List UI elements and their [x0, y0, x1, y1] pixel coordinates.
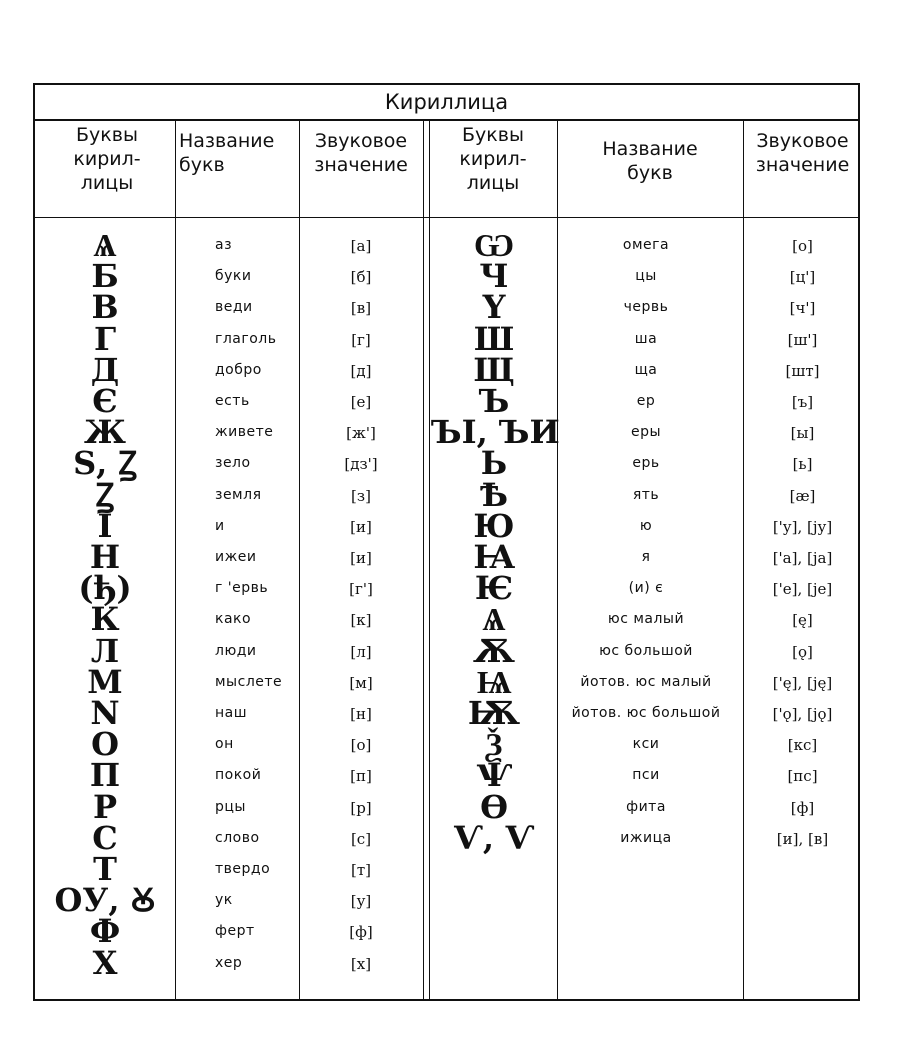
cyrillic-letter: Ѩ	[476, 662, 512, 701]
cyrillic-letter: ЪІ, ЪИ	[431, 413, 560, 452]
letter-name: он	[215, 736, 234, 753]
sound-value: ['е], [jе]	[772, 580, 833, 599]
letter-name: фита	[626, 798, 666, 815]
letter-name: глаголь	[215, 330, 277, 347]
cyrillic-letter: Ф	[89, 912, 121, 951]
sound-value: [ф]	[349, 923, 373, 942]
cyrillic-letter: Х	[92, 943, 118, 982]
sound-value: [ь]	[792, 455, 813, 474]
letter-name: пси	[632, 767, 660, 784]
header-sound-right: Звуковое значение	[755, 130, 850, 176]
cyrillic-letter: Ч	[479, 257, 509, 296]
cyrillic-letter: Ѳ	[480, 787, 508, 826]
header-sound-left: Звуковое значение	[314, 130, 408, 176]
divider	[429, 119, 430, 999]
sound-value: [б]	[350, 268, 372, 287]
sound-value: [о]	[792, 237, 813, 255]
letter-name: г 'ервь	[215, 580, 269, 597]
sound-value: [к]	[350, 611, 372, 630]
sound-value: [х]	[350, 954, 372, 973]
sound-value: [р]	[350, 798, 372, 817]
sound-value: ['ę], [ję]	[772, 673, 833, 692]
letter-name: еры	[630, 424, 662, 441]
cyrillic-letter: О	[91, 725, 119, 764]
cyrillic-letter: Ѥ	[474, 569, 514, 608]
cyrillic-letter: Ѧ	[93, 226, 117, 264]
cyrillic-letter: І	[97, 506, 113, 545]
sound-value: [в]	[350, 299, 372, 318]
divider	[423, 119, 424, 999]
divider	[175, 119, 176, 999]
table-title: Кириллица	[35, 85, 858, 121]
cyrillic-letter: Ъ	[478, 382, 510, 420]
cyrillic-letter: Ѯ	[485, 725, 503, 764]
cyrillic-letter: Ѧ	[482, 600, 506, 639]
cyrillic-letter: Н	[89, 538, 121, 576]
letter-name: червь	[623, 299, 669, 316]
letter-name: како	[215, 611, 252, 628]
letter-name: и	[215, 517, 225, 534]
cyrillic-letter: ОУ, Ꙋ	[54, 881, 156, 920]
sound-value: ['а], [jа]	[772, 549, 833, 567]
sound-value: [м]	[349, 673, 373, 692]
sound-value: [г']	[349, 580, 373, 599]
letter-name: юс большой	[599, 642, 693, 659]
letter-name: юс малый	[607, 611, 685, 628]
cyrillic-letter: Ѣ	[479, 475, 509, 514]
sound-value: [æ]	[789, 486, 816, 505]
sound-value: [г]	[351, 330, 371, 349]
header-name-left: Название букв	[179, 130, 275, 176]
cyrillic-letter: К	[90, 600, 120, 639]
letter-name: аз	[215, 237, 233, 253]
sound-value: [л]	[350, 642, 372, 661]
letter-name: покой	[215, 767, 262, 784]
sound-value: [з]	[351, 486, 371, 505]
sound-value: [е]	[350, 393, 372, 411]
cyrillic-letter: Т	[93, 850, 117, 888]
cyrillic-letter: Л	[90, 631, 120, 670]
sound-value: [дз']	[344, 455, 378, 474]
sound-value: [а]	[350, 237, 372, 255]
sound-value: [ц']	[789, 268, 816, 287]
letter-name: мыслете	[215, 673, 283, 690]
cyrillic-letter: Ю	[473, 506, 515, 545]
sound-value: [ч']	[789, 299, 816, 318]
letter-name: земля	[215, 486, 262, 503]
letter-name: (и) є	[628, 580, 664, 597]
cyrillic-letter: Ѡ	[473, 226, 514, 264]
letter-name: ю	[639, 517, 653, 534]
divider	[299, 119, 300, 999]
cyrillic-letter: Б	[91, 257, 119, 296]
sound-value: [ж']	[346, 424, 376, 443]
sound-value: [ы]	[790, 424, 815, 443]
letter-name: йотов. юс малый	[580, 673, 712, 690]
letter-name: добро	[215, 361, 262, 378]
sound-value: [т]	[350, 861, 371, 879]
letter-name: хер	[215, 954, 243, 971]
letter-name: зело	[215, 455, 251, 472]
header-divider	[35, 217, 858, 218]
header-letters-right: Буквы кирил- лицы	[459, 124, 527, 194]
cyrillic-letter: Ж	[84, 413, 126, 452]
letter-name: цы	[635, 268, 657, 285]
letter-name: ук	[215, 892, 233, 909]
letter-name: ща	[634, 361, 658, 378]
letter-name: есть	[215, 393, 250, 409]
cyrillic-letter: Ѵ, Ѵ	[453, 818, 535, 857]
letter-name: наш	[215, 705, 248, 721]
sound-value: [ъ]	[791, 393, 814, 411]
letter-name: слово	[215, 829, 260, 846]
letter-name: твердо	[215, 861, 271, 877]
cyrillic-letter: Щ	[473, 350, 515, 389]
cyrillic-letter: Р	[92, 787, 118, 826]
cyrillic-table	[33, 83, 860, 1001]
header-letters-left: Буквы кирил- лицы	[73, 124, 141, 194]
cyrillic-letter: Ү	[482, 288, 506, 327]
sound-value: [ф]	[790, 798, 815, 817]
sound-value: ['ǫ], [jǫ]	[772, 705, 833, 723]
letter-name: веди	[215, 299, 253, 316]
cyrillic-letter: Ѱ	[476, 756, 512, 795]
sound-value: ['у], [jу]	[772, 517, 833, 536]
cyrillic-letter: Г	[93, 319, 117, 358]
sound-value: [о]	[350, 736, 372, 755]
sound-value: [и]	[350, 549, 372, 567]
sound-value: [ш']	[787, 330, 818, 349]
sound-value: [д]	[350, 361, 372, 380]
letter-name: омега	[622, 237, 670, 253]
cyrillic-letter: Ш	[473, 319, 515, 358]
letter-name: йотов. юс большой	[571, 705, 721, 721]
letter-name: ять	[632, 486, 660, 503]
letter-name: ижица	[620, 829, 672, 846]
header-name-right: Название букв	[602, 138, 698, 184]
cyrillic-letter: Д	[90, 350, 120, 389]
sound-value: [у]	[350, 892, 372, 911]
cyrillic-letter: Є	[92, 382, 118, 420]
letter-name: кси	[632, 736, 660, 753]
cyrillic-letter: С	[92, 818, 118, 857]
letter-name: рцы	[215, 798, 246, 815]
cyrillic-letter: (ђ)	[78, 569, 132, 608]
letter-name: люди	[215, 642, 257, 659]
letter-name: ер	[636, 393, 656, 409]
letter-name: ферт	[215, 923, 255, 940]
cyrillic-letter: N	[90, 694, 120, 732]
sound-value: [кс]	[787, 736, 818, 755]
letter-name: ша	[634, 330, 658, 347]
letter-name: я	[641, 549, 651, 565]
cyrillic-letter: Ꙗ	[473, 538, 515, 576]
sound-value: [и]	[350, 517, 372, 536]
sound-value: [с]	[350, 829, 372, 848]
letter-name: буки	[215, 268, 252, 285]
sound-value: [п]	[350, 767, 372, 786]
cyrillic-letter: Ь	[480, 444, 508, 483]
sound-value: [пс]	[787, 767, 818, 786]
sound-value: [шт]	[785, 361, 820, 380]
divider	[743, 119, 744, 999]
cyrillic-letter: Ꙁ	[95, 475, 115, 514]
cyrillic-letter: В	[91, 288, 119, 327]
letter-name: ерь	[632, 455, 660, 472]
cyrillic-letter: Ѫ	[473, 631, 515, 670]
letter-name: живете	[215, 424, 274, 441]
sound-value: [и], [в]	[776, 829, 829, 848]
cyrillic-letter: П	[89, 756, 121, 795]
cyrillic-letter: М	[87, 662, 123, 701]
sound-value: [ǫ]	[792, 642, 813, 661]
sound-value: [н]	[350, 705, 372, 723]
cyrillic-letter: Ѕ, Ꙁ	[73, 444, 137, 483]
letter-name: ижеи	[215, 549, 257, 565]
sound-value: [ę]	[792, 611, 813, 630]
cyrillic-letter: Ѭ	[467, 694, 521, 732]
